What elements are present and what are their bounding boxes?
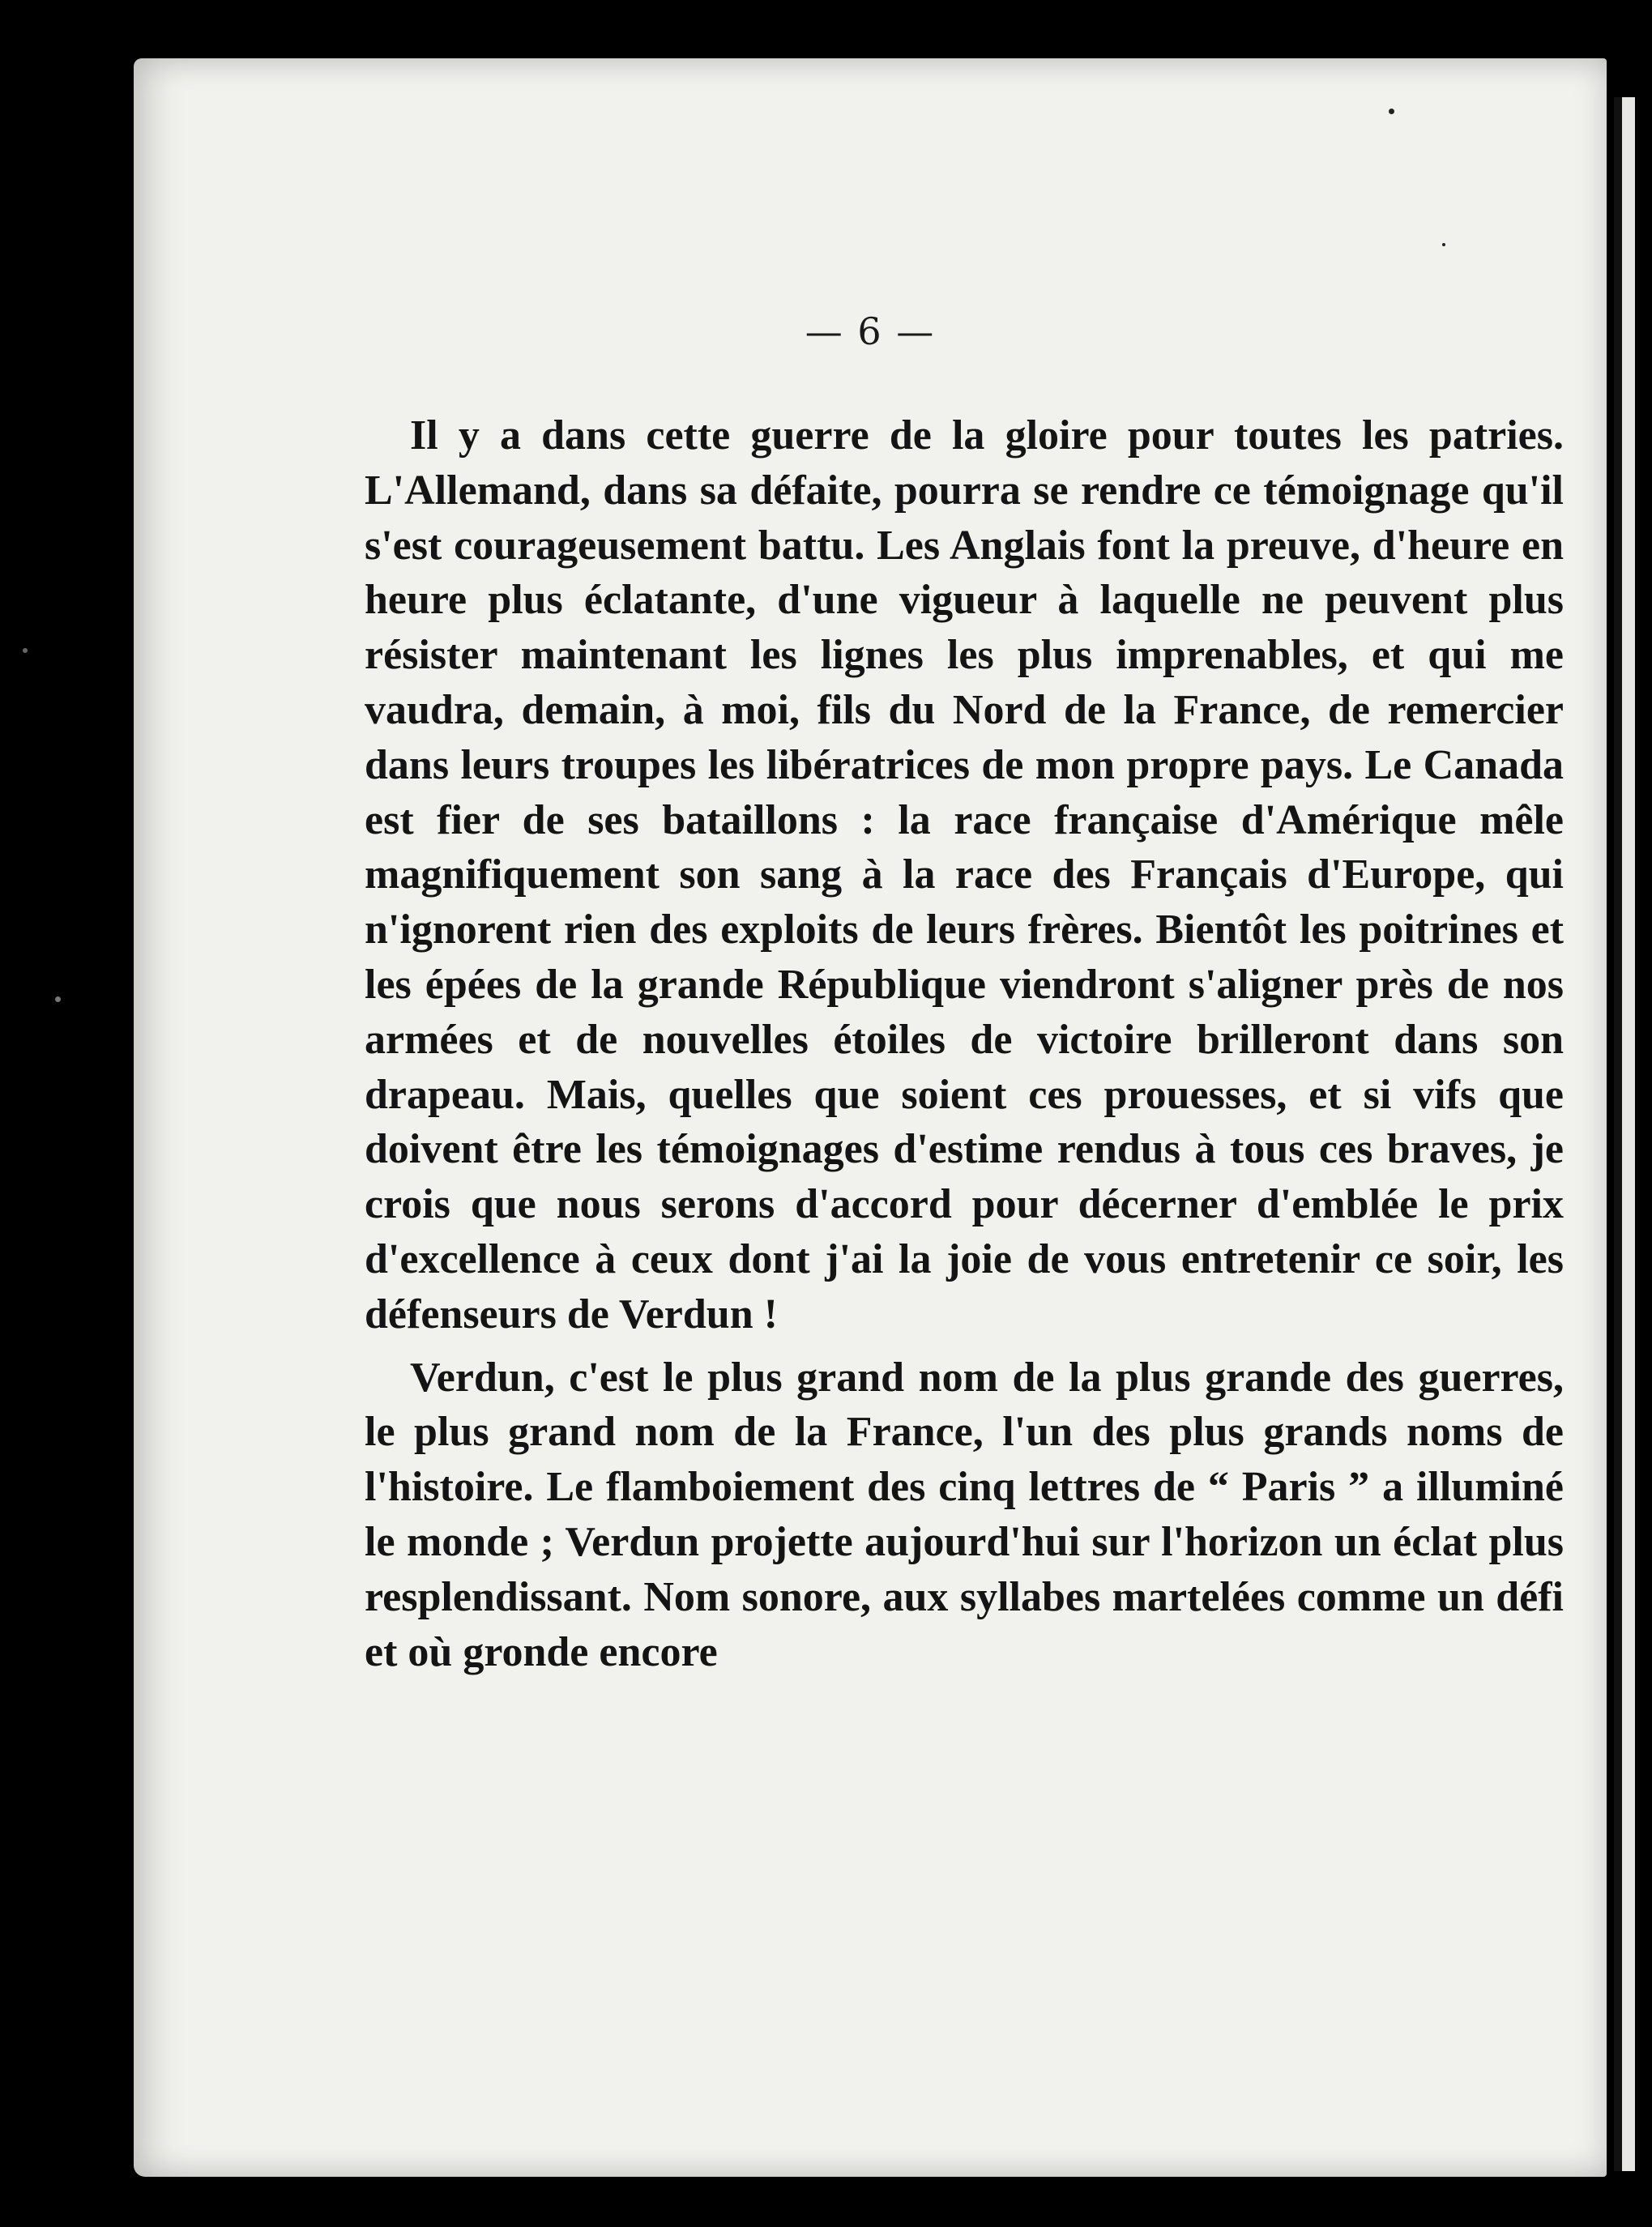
- paragraph-2: Verdun, c'est le plus grand nom de la plus grande des guerres, le plus grand nom de la France, l'un des plus grands noms de l'histoire. Le flamboiement des cinq lettres de “ Paris ” a illuminé le monde ; Verdun projette aujourd'hui sur l'horizon un éclat plus resplendissant. Nom sonore, aux syllabes martelées comme un défi et où gronde encore: [365, 1354, 1564, 1675]
- page-number: — 6 —: [805, 309, 936, 353]
- dust-speck: [55, 996, 61, 1002]
- book-spine-edge: [1614, 97, 1635, 2171]
- paragraph-1: Il y a dans cette guerre de la gloire pour toutes les patries. L'Allemand, dans sa défaite, pourra se rendre ce témoignage qu'il s'est courageusement battu. Les Anglais font la preuve, d'heure en heure plus éclatante, d'une vigueur à laquelle ne peuvent plus résister maintenant les lignes les plus imprenables, et qui me vaudra, demain, à moi, fils du Nord de la France, de remercier dans leurs troupes les libératrices de mon propre pays. Le Canada est fier de ses bataillons : la race française d'Amérique mêle magnifiquement son sang à la race des Français d'Europe, qui n'ignorent rien des exploits de leurs frères. Bientôt les poitrines et les épées de la grande République viendront s'aligner près de nos armées et de nouvelles étoiles de victoire brilleront dans son drapeau. Mais, quelles que soient ces prouesses, et si vifs que doivent être les témoignages d'estime rendus à tous ces braves, je crois que nous serons d'accord pour décerner d'emblée le prix d'excellence à ceux dont j'ai la joie de vous entretenir ce soir, les défenseurs de Verdun !: [365, 412, 1564, 1337]
- body-text: [365, 408, 1564, 1679]
- dust-speck: [1389, 109, 1394, 114]
- dust-speck: [23, 648, 28, 653]
- dust-speck: [1442, 243, 1445, 246]
- book-page: [134, 58, 1607, 2177]
